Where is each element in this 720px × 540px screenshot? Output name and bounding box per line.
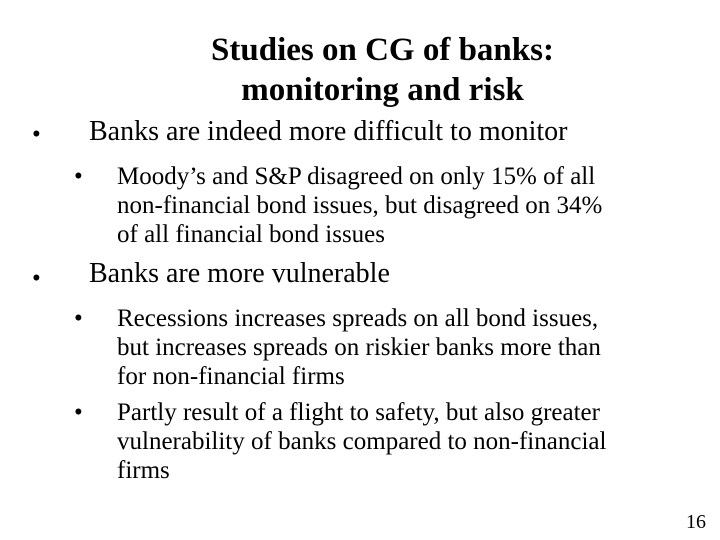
title-line-2: monitoring and risk bbox=[241, 72, 524, 108]
text-line: non-financial bond issues, but disagreed on 34% bbox=[117, 192, 603, 219]
sub-bullet-item-recessions bbox=[117, 304, 677, 391]
slide-title bbox=[100, 30, 665, 110]
sub-bullet-icon: • bbox=[74, 305, 83, 332]
text-line: Moody’s and S&P disagreed on only 15% of all bbox=[117, 163, 596, 190]
text-line: for non-financial firms bbox=[117, 363, 345, 390]
bullet-icon: • bbox=[32, 265, 41, 292]
sub-bullet-item-flight-to-safety bbox=[117, 398, 677, 485]
bullet-item-monitor: Banks are indeed more difficult to monitor bbox=[89, 116, 568, 147]
title-line-1: Studies on CG of banks: bbox=[211, 32, 554, 68]
text-line: vulnerability of banks compared to non-financial bbox=[117, 428, 607, 455]
text-line: firms bbox=[117, 457, 170, 484]
sub-bullet-item-ratings bbox=[117, 162, 677, 249]
text-line: but increases spreads on riskier banks more than bbox=[117, 334, 601, 361]
text-line: of all financial bond issues bbox=[117, 221, 385, 248]
text-line: Partly result of a flight to safety, but also greater bbox=[117, 399, 600, 426]
text-line: Recessions increases spreads on all bond issues, bbox=[117, 305, 599, 332]
sub-bullet-icon: • bbox=[74, 399, 83, 426]
bullet-icon: • bbox=[32, 121, 41, 148]
page-number: 16 bbox=[686, 511, 706, 533]
bullet-item-vulnerable: Banks are more vulnerable bbox=[89, 258, 390, 289]
sub-bullet-icon: • bbox=[74, 163, 83, 190]
